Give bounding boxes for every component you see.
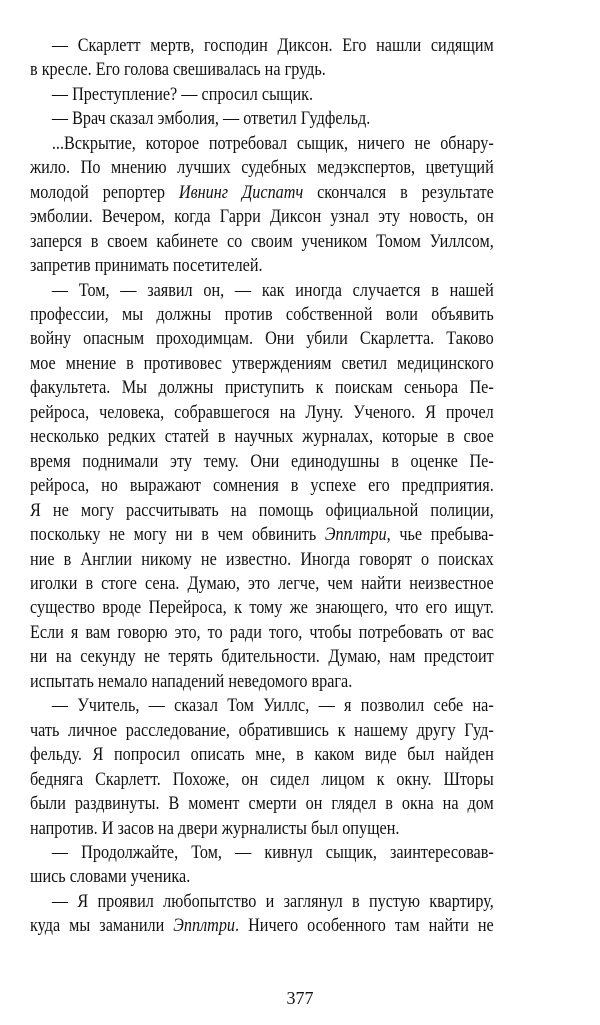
text-line (30, 58, 494, 82)
text-segment: ние в Англии никому не известно. Иногда говорят о поисках (30, 549, 494, 570)
text-segment: — Продолжайте, Том, — кивнул сыщик, заинтересовав- (51, 842, 494, 863)
text-line (30, 83, 494, 107)
italic-title-text: Эпплтри (324, 525, 387, 546)
text-line (30, 352, 494, 376)
text-line (30, 205, 494, 229)
text-segment: — Учитель, — сказал Том Уиллс, — я позволил себе на- (51, 696, 494, 717)
text-segment: мое мнение в противовес утверждениям светил медицинского (30, 353, 494, 374)
text-line (30, 817, 494, 841)
text-segment: заперся в своем кабинете со своим учеником Томом Уиллсом, (30, 231, 494, 252)
text-line (30, 865, 494, 889)
text-segment: в кресле. Его голова свешивалась на грудь. (30, 60, 326, 81)
text-line (30, 156, 494, 180)
text-segment: чать личное расследование, обратившись к нашему другу Гуд- (30, 720, 494, 741)
text-line (30, 474, 494, 498)
text-segment: бедняга Скарлетт. Похоже, он сидел лицом к окну. Шторы (30, 769, 494, 790)
text-line (30, 327, 494, 351)
text-segment: существо вроде Перейроса, к тому же знающего, что его ищут. (30, 598, 494, 619)
text-segment: время поднимали эту тему. Они единодушны в оценке Пе- (30, 451, 494, 472)
text-line (30, 670, 494, 694)
text-line (30, 34, 494, 58)
text-line (30, 719, 494, 743)
text-line (30, 768, 494, 792)
text-line (30, 303, 494, 327)
text-segment: — Том, — заявил он, — как иногда случается в нашей (51, 280, 494, 301)
text-segment: ни на секунду не терять бдительности. Думаю, нам предстоит (30, 647, 494, 668)
text-line (30, 841, 494, 865)
text-segment: куда мы заманили (30, 916, 174, 937)
text-segment: несколько редких статей в научных журналах, которые в свое (30, 427, 494, 448)
text-segment: эмболии. Вечером, когда Гарри Диксон узнал эту новость, он (30, 207, 494, 228)
text-line (30, 645, 494, 669)
text-segment: войну опасным проходимцам. Они убили Скарлетта. Таково (30, 329, 494, 350)
text-line (30, 254, 494, 278)
text-line (30, 621, 494, 645)
text-segment: шись словами ученика. (30, 867, 191, 888)
text-segment: — Я проявил любопытство и заглянул в пустую квартиру, (51, 891, 494, 912)
text-segment: поскольку не могу ни в чем обвинить (30, 525, 325, 546)
text-line (30, 425, 494, 449)
page-number: 377 (286, 988, 314, 1008)
text-segment: фельду. Я попросил описать мне, в каком виде был найден (30, 745, 494, 766)
text-line (30, 401, 494, 425)
page-body-text (30, 34, 494, 939)
text-segment: рейроса, человека, собравшегося на Луну. Ученого. Я прочел (30, 402, 494, 423)
text-line (30, 132, 494, 156)
text-line (30, 523, 494, 547)
text-segment: — Преступление? — спросил сыщик. (51, 84, 314, 105)
text-segment: ...Вскрытие, которое потребовал сыщик, ничего не обнару- (51, 133, 494, 154)
text-line (30, 181, 494, 205)
text-segment: рейроса, но выражают сомнения в успехе его предприятия. (30, 476, 494, 497)
italic-title-text: Эпплтри (173, 916, 236, 937)
text-line (30, 279, 494, 303)
text-segment: . Ничего особенного там найти не (235, 916, 494, 937)
text-segment: жило. По мнению лучших судебных медэкспертов, цветущий (30, 158, 494, 179)
text-segment: испытать немало нападений неведомого врага. (30, 671, 353, 692)
text-segment: факультета. Мы должны приступить к поискам сеньора Пе- (30, 378, 494, 399)
text-line (30, 792, 494, 816)
text-segment: — Скарлетт мертв, господин Диксон. Его нашли сидящим (51, 36, 494, 56)
text-line (30, 914, 494, 938)
text-line (30, 376, 494, 400)
text-line (30, 743, 494, 767)
text-segment: скончался в результате (303, 182, 494, 203)
text-line (30, 499, 494, 523)
text-segment: Если я вам говорю это, то ради того, чтобы потребовать от вас (30, 622, 494, 643)
text-line (30, 596, 494, 620)
text-segment: напротив. И засов на двери журналисты был опущен. (30, 818, 400, 839)
text-segment: Я не могу рассчитывать на помощь официальной полиции, (30, 500, 494, 521)
italic-title-text: Ивнинг Диспатч (178, 182, 304, 203)
text-segment: — Врач сказал эмболия, — ответил Гудфельд. (51, 109, 371, 130)
text-line (30, 230, 494, 254)
text-line (30, 572, 494, 596)
text-line (30, 107, 494, 131)
text-segment: запретив принимать посетителей. (30, 256, 263, 277)
text-segment: иголки в стоге сена. Думаю, это легче, чем найти неизвестное (30, 573, 494, 594)
text-line (30, 450, 494, 474)
text-line (30, 548, 494, 572)
text-segment: , чье пребыва- (386, 525, 494, 546)
text-segment: были раздвинуты. В момент смерти он глядел в окна на дом (30, 794, 494, 815)
text-segment: молодой репортер (30, 182, 179, 203)
text-line (30, 694, 494, 718)
text-segment: профессии, мы должны против собственной воли объявить (30, 304, 494, 325)
text-line (30, 890, 494, 914)
